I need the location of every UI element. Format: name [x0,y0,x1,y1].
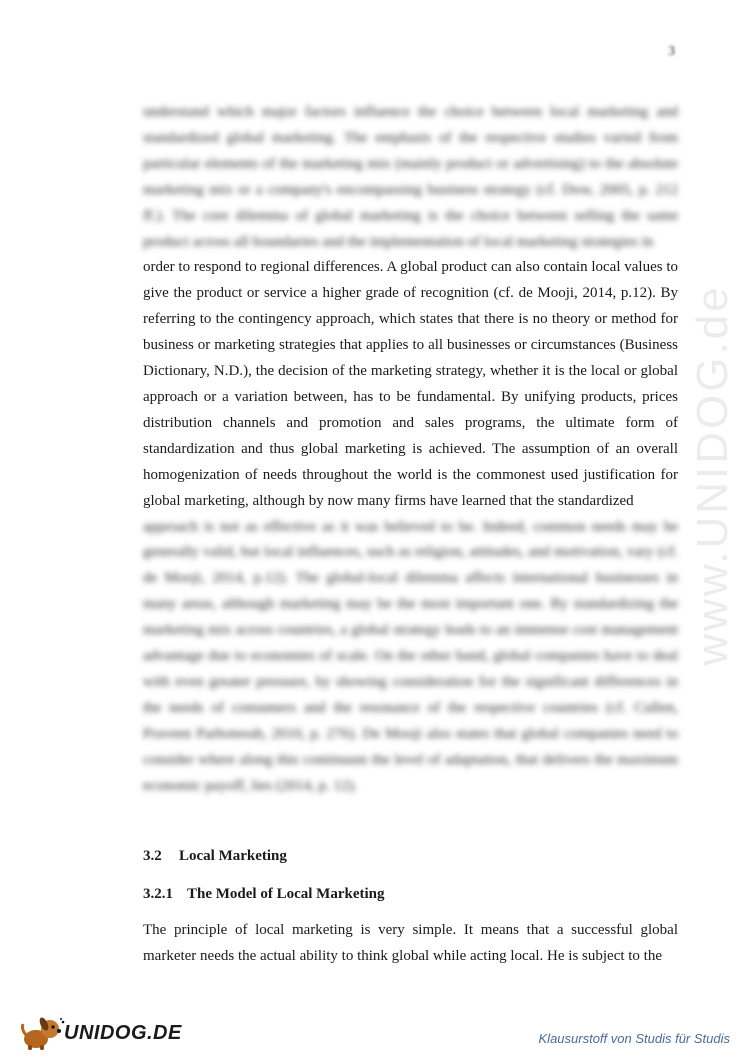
subsection-title: The Model of Local Marketing [187,886,385,902]
section-number: 3.2 [143,848,162,864]
subsection-number: 3.2.1 [143,886,173,902]
body-text [143,100,678,799]
intro-paragraph: The principle of local marketing is very simple. It means that a successful global marketer needs the actual ability to think global while acting local. He is subject to the [143,922,678,964]
visible-paragraph: order to respond to regional differences. A global product can also contain local values to give the product or service a higher grade of recognition (cf. de Mooji, 2014, p.12). By referring to the contingency approach, which states that there is no theory or method for business or marketing strategies that applies to all businesses or circumstances (Business Dictionary, N.D.), the decision of the marketing strategy, whether it is the local or global approach or a variation between, has to be fundamental. By unifying products, prices distribution channels and promotion and sales programs, the ultimate form of standardization and thus global marketing is achieved. The assumption of an overall homogenization of needs throughout the world is the commonest used justification for global marketing, although by now many firms have learned that the standardized [143,259,678,509]
footer-logo[interactable] [20,1015,182,1051]
section-title: Local Marketing [179,848,287,864]
dog-mascot-icon [20,1015,66,1051]
blurred-paragraph-bottom: approach is not as effective as it was believed to be. Indeed, common needs may be generally valid, but local influences, such as religion, attitudes, and motivation, vary (cf. de Mooji, 2014, p.12). The global-local dilemma affects international businesses in many areas, although marketing may be the most important one. By standardizing the marketing mix across countries, a global strategy leads to an immense cost management advantage due to economies of scale. On the other hand, global companies have to deal with even greater pressure, by showing consideration for the significant differences in the needs of consumers and the resonance of the respective countries (cf. Cullen, Praveen Parboteeah, 2010, p. 276). De Mooji also states that global companies need to consider where along this continuum the level of adaptation, that delivers the maximum economic payoff, lies (2014, p. 12). [143,518,678,794]
footer-tagline: Klausurstoff von Studis für Studis [538,1031,730,1046]
logo-text: UNIDOG.DE [64,1021,182,1044]
blurred-paragraph-top: understand which major factors influence the choice between local marketing and standardized global marketing. The emphasis of the respective studies varied from particular elements of the marketing mix (mainly product or advertising) to the absolute marketing mix or a company's encompassing business strategy (cf. Dow, 2005, p. 212 ff.). The core dilemma of global marketing is the choice between selling the same product across all boundaries and the implementation of local marketing strategies in [143,104,678,250]
page-number: 3 [668,44,675,59]
subsection-heading [143,886,384,903]
section-heading [143,848,287,865]
